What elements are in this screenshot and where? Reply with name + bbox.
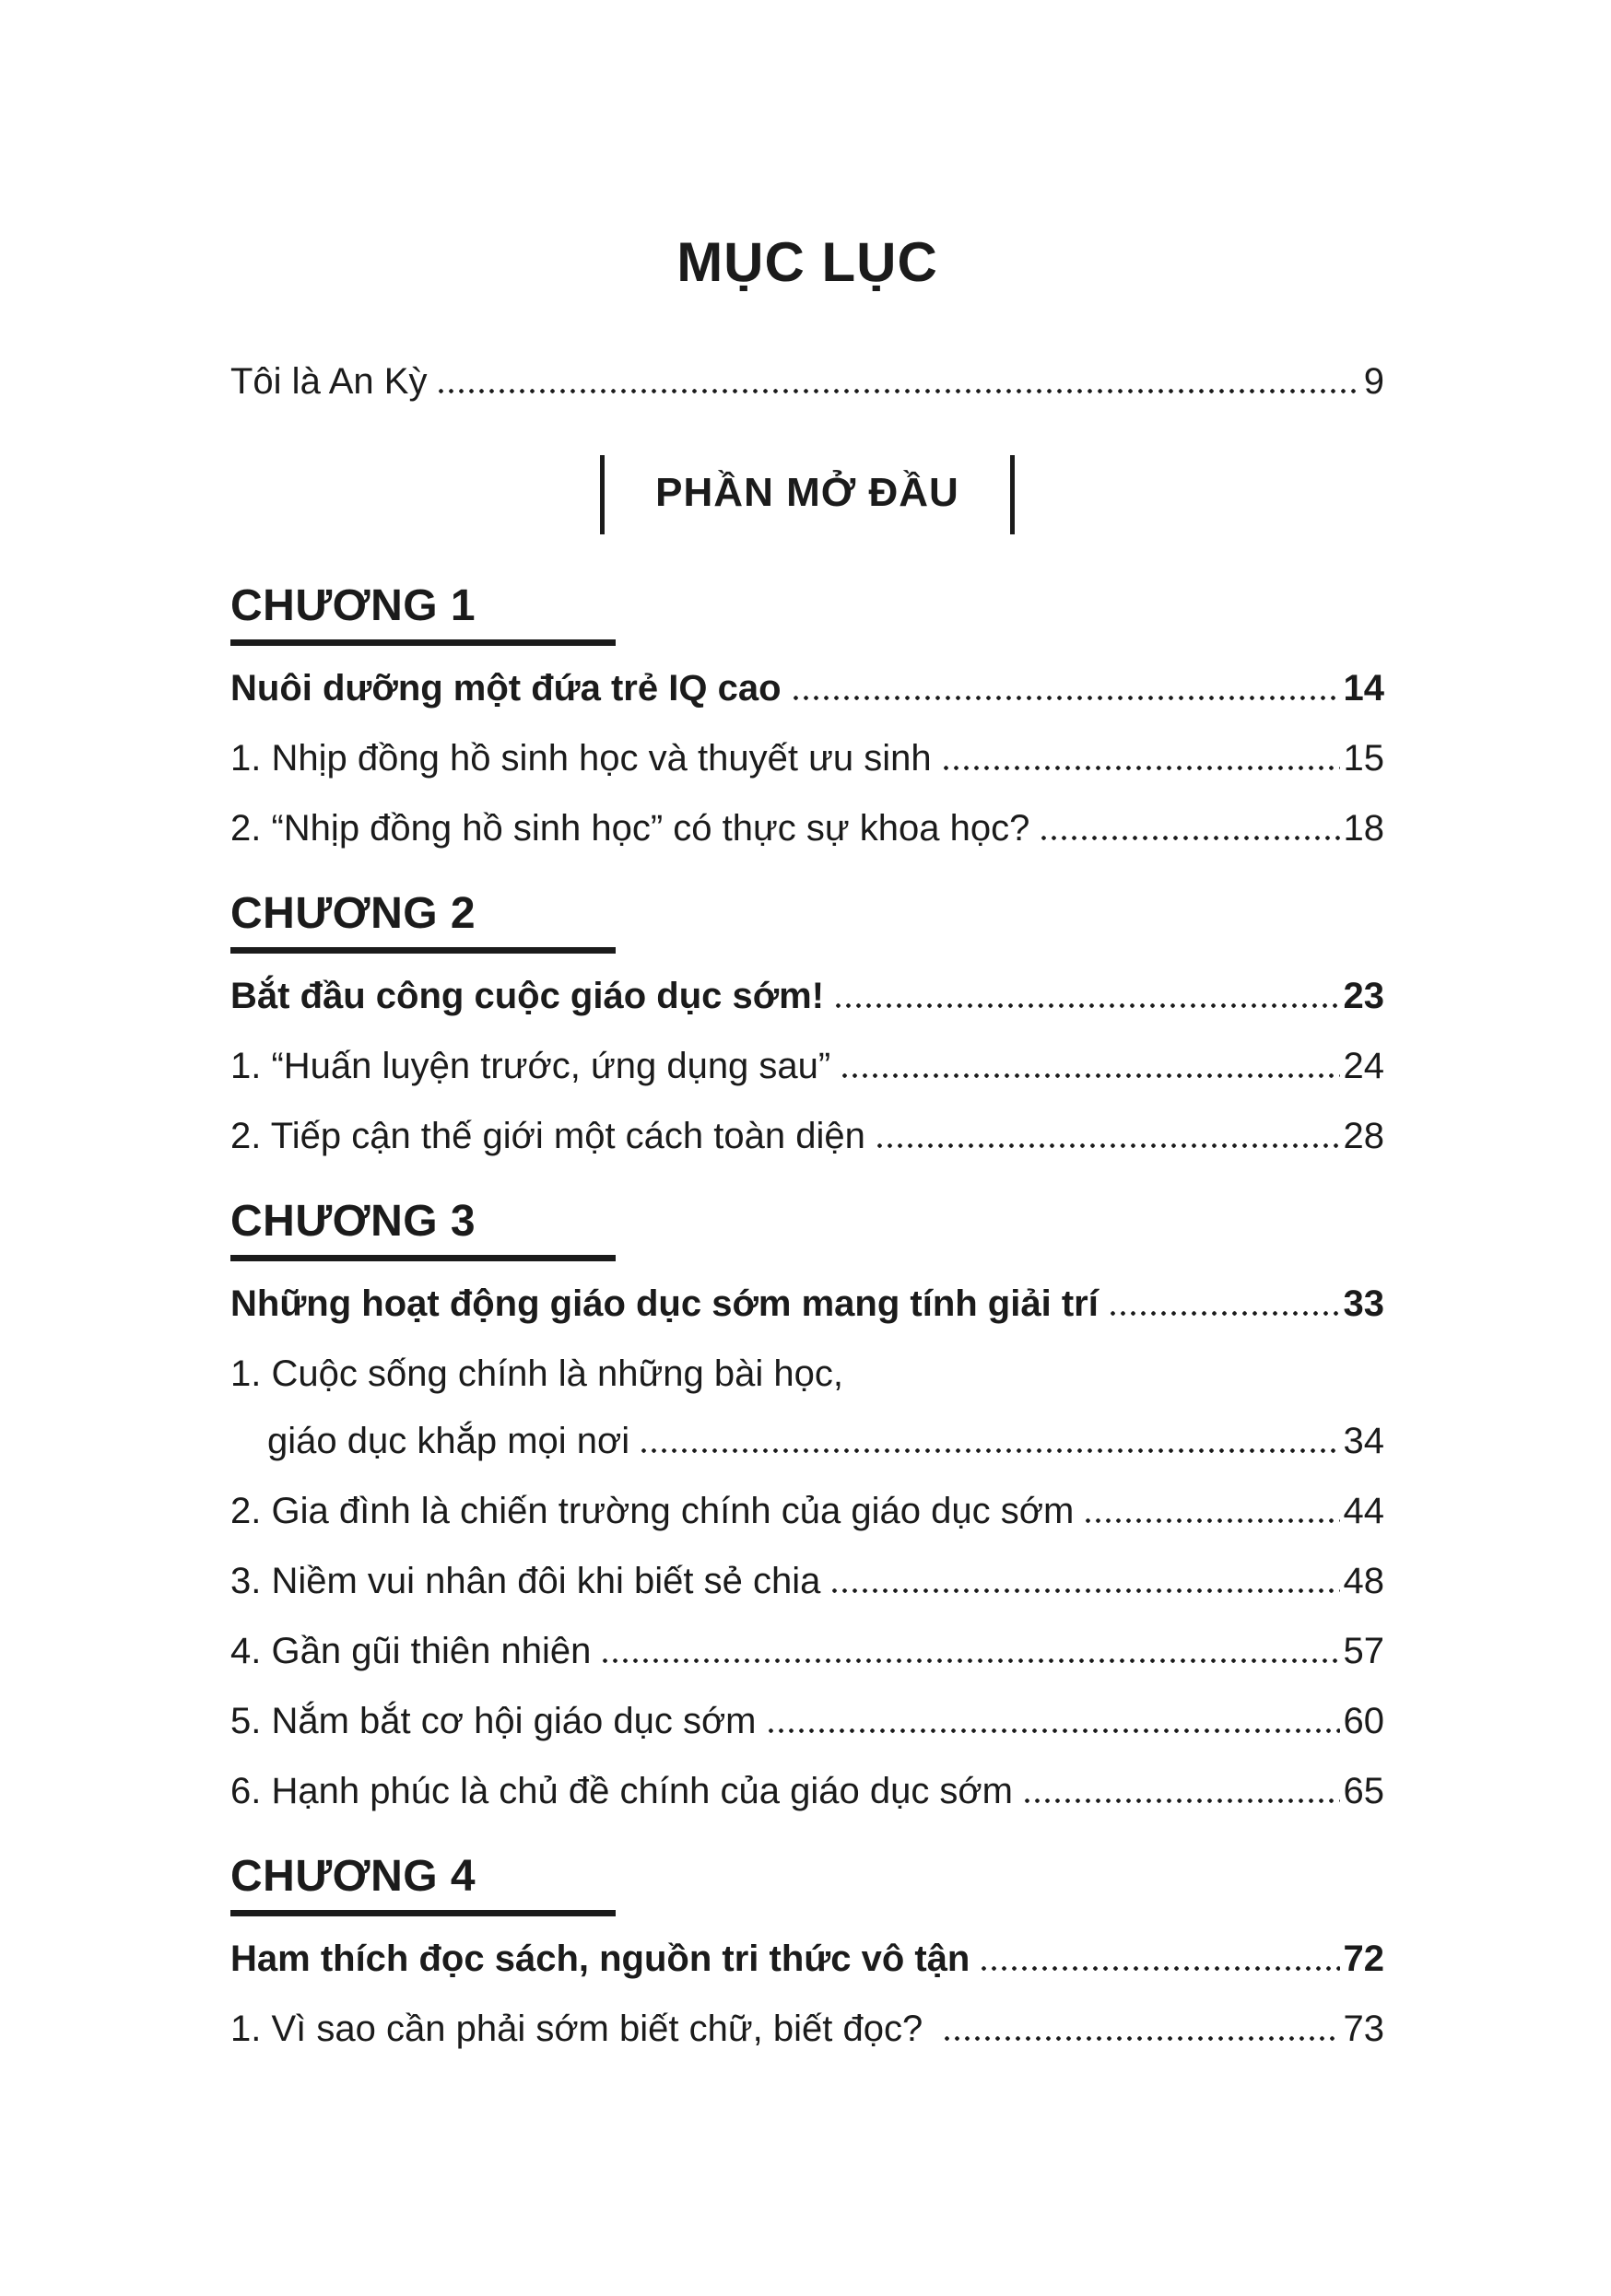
dot-leader (791, 666, 1340, 710)
dot-leader (600, 1629, 1339, 1673)
entry-row (230, 1114, 1384, 1158)
page-number: 65 (1343, 1771, 1384, 1811)
entry-row (230, 1489, 1384, 1533)
entry-row (230, 1419, 1384, 1463)
page-number: 34 (1343, 1421, 1384, 1461)
entry-row (230, 1352, 1384, 1463)
chapter-4 (230, 1852, 1384, 2051)
page-number: 18 (1343, 808, 1384, 849)
chapter-heading-underline (230, 1910, 616, 1916)
dot-leader (942, 2007, 1339, 2051)
page-number: 73 (1343, 2009, 1384, 2049)
dot-leader (829, 1559, 1339, 1603)
right-vertical-bar (1010, 455, 1015, 534)
chapter-1 (230, 581, 1384, 850)
entry-row (230, 1769, 1384, 1813)
chapter-heading: CHƯƠNG 4 (230, 1852, 476, 1901)
page-number: 28 (1343, 1116, 1384, 1156)
entry-label: 3. Niềm vui nhân đôi khi biết sẻ chia (230, 1561, 821, 1601)
chapter-heading: CHƯƠNG 3 (230, 1197, 476, 1246)
page-number: 9 (1363, 361, 1384, 402)
entry-row (230, 1559, 1384, 1603)
chapter-heading-underline (230, 639, 616, 646)
dot-leader (766, 1699, 1340, 1743)
entry-label: 1. Nhịp đồng hồ sinh học và thuyết ưu sinh (230, 738, 932, 779)
entry-label: 5. Nắm bắt cơ hội giáo dục sớm (230, 1701, 757, 1741)
entry-label: 1. “Huấn luyện trước, ứng dụng sau” (230, 1046, 831, 1086)
dot-leader (875, 1114, 1340, 1158)
page-number: 60 (1343, 1701, 1384, 1741)
toc-content (230, 0, 1384, 2051)
dot-leader (639, 1419, 1339, 1463)
part-divider (230, 455, 1384, 534)
chapter-2 (230, 889, 1384, 1158)
entry-label: Nuôi dưỡng một đứa trẻ IQ cao (230, 668, 782, 709)
chapter-title-row (230, 974, 1384, 1018)
chapter-title-row (230, 666, 1384, 710)
dot-leader (941, 736, 1340, 780)
dot-leader (1108, 1282, 1340, 1326)
dot-leader (1083, 1489, 1339, 1533)
entry-label: 2. “Nhịp đồng hồ sinh học” có thực sự khoa học? (230, 808, 1030, 849)
page-number: 57 (1343, 1631, 1384, 1671)
page-number: 15 (1343, 738, 1384, 779)
page-title: MỤC LỤC (676, 231, 938, 293)
entry-row (230, 736, 1384, 780)
page-number: 23 (1343, 976, 1384, 1016)
chapter-heading: CHƯƠNG 1 (230, 581, 476, 630)
page-number: 44 (1343, 1491, 1384, 1531)
chapters (230, 581, 1384, 2051)
dot-leader (833, 974, 1339, 1018)
part-divider-label: PHẦN MỞ ĐẦU (655, 470, 959, 515)
entry-label: 4. Gần gũi thiên nhiên (230, 1631, 592, 1671)
dot-leader (840, 1044, 1339, 1088)
page-number: 72 (1343, 1939, 1384, 1979)
page-number: 48 (1343, 1561, 1384, 1601)
entry-row (230, 1044, 1384, 1088)
chapter-heading: CHƯƠNG 2 (230, 889, 476, 938)
page-number: 24 (1343, 1046, 1384, 1086)
entry-label: 6. Hạnh phúc là chủ đề chính của giáo dục sớm (230, 1771, 1013, 1811)
entry-label: 1. Cuộc sống chính là những bài học, (230, 1353, 843, 1394)
dot-leader (979, 1937, 1339, 1981)
chapter-title-row (230, 1282, 1384, 1326)
entry-row (230, 1699, 1384, 1743)
dot-leader (436, 359, 1359, 404)
entry-label: Ham thích đọc sách, nguồn tri thức vô tận (230, 1939, 970, 1979)
entry-label: 2. Tiếp cận thế giới một cách toàn diện (230, 1116, 865, 1156)
entry-row (230, 1629, 1384, 1673)
dot-leader (1022, 1769, 1340, 1813)
intro-entry-row (230, 359, 1384, 404)
page-number: 14 (1343, 668, 1384, 709)
chapter-heading-underline (230, 947, 616, 954)
chapter-title-row (230, 1937, 1384, 1981)
left-vertical-bar (600, 455, 605, 534)
entry-label: Những hoạt động giáo dục sớm mang tính giải trí (230, 1283, 1099, 1324)
entry-row (230, 2007, 1384, 2051)
chapter-heading-underline (230, 1255, 616, 1261)
chapter-3 (230, 1197, 1384, 1813)
entry-label: giáo dục khắp mọi nơi (267, 1421, 630, 1461)
entry-label: Bắt đầu công cuộc giáo dục sớm! (230, 976, 825, 1016)
entry-row (230, 806, 1384, 850)
entry-label: 1. Vì sao cần phải sớm biết chữ, biết đọc? (230, 2009, 934, 2049)
dot-leader (1039, 806, 1339, 850)
page-number: 33 (1343, 1283, 1384, 1324)
entry-label: 2. Gia đình là chiến trường chính của giáo dục sớm (230, 1491, 1075, 1531)
entry-label: Tôi là An Kỳ (230, 361, 428, 402)
